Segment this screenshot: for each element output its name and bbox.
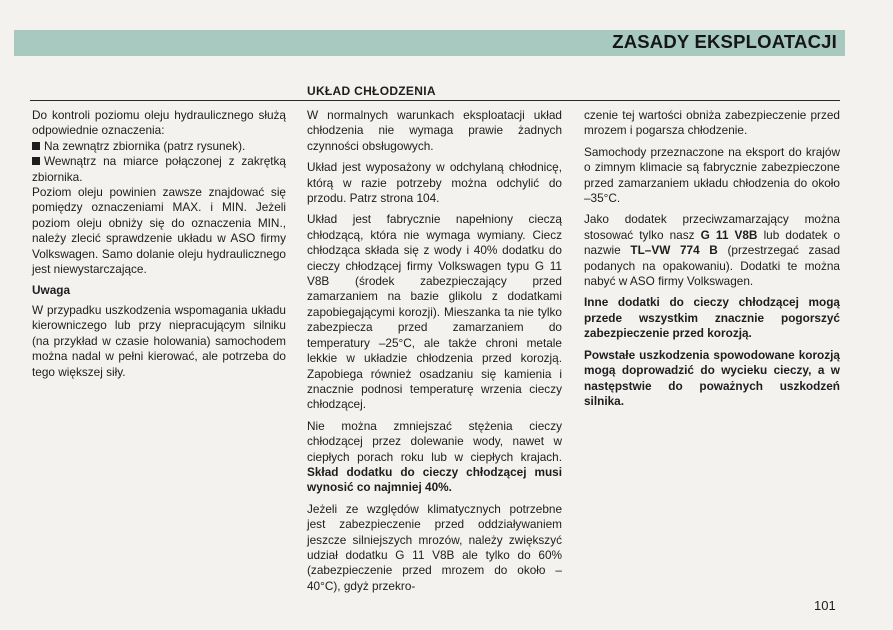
- square-bullet-icon: [32, 142, 40, 150]
- paragraph: W normalnych warunkach eksploatacji układ chłodzenia nie wymaga prawie żadnych czynności obsługowych.: [307, 108, 562, 153]
- paragraph: Samochody przeznaczone na eksport do krajów o zimnym klimacie są fabrycznie zabezpieczone przed zamarzaniem układu chłodzenia do około –35°C.: [584, 144, 840, 206]
- bullet-item: Na zewnątrz zbiornika (patrz rysunek).: [32, 139, 286, 154]
- oil-level-paragraph: Poziom oleju powinien zawsze znajdować się pomiędzy oznaczeniami MAX. i MIN. Jeżeli poziom oleju obniży się do oznaczenia MIN., należy zlecić sprawdzenie układu w ASO firmy Volkswagen. Samo dolanie oleju hydraulicznego jest niewystarczające.: [32, 185, 286, 277]
- section-divider: [30, 100, 840, 101]
- page-number: 101: [814, 598, 836, 613]
- column-left: [32, 108, 286, 386]
- bullet-item: Wewnątrz na miarce połączonej z zakrętką zbiornika.: [32, 154, 286, 184]
- emphasis-paragraph: Powstałe uszkodzenia spowodowane korozją mogą doprowadzić do wycieku cieczy, a w następstwie do poważnych uszkodzeń silnika.: [584, 347, 840, 408]
- column-right: [584, 108, 840, 415]
- emphasis-paragraph: Inne dodatki do cieczy chłodzącej mogą przede wszystkim znacznie pogorszyć zabezpieczenie przed korozją.: [584, 295, 840, 341]
- product-code: TL–VW 774 B: [630, 243, 718, 258]
- paragraph: Nie można zmniejszać stężenia cieczy chłodzącej przez dolewanie wody, nawet w ciepłych porach roku lub w ciepłych krajach. Skład dodatku do cieczy chłodzącej musi wynosić co najmniej 40%.: [307, 418, 562, 495]
- warning-heading: Uwaga: [32, 283, 71, 298]
- chapter-header-bar: [14, 30, 845, 56]
- emphasis-text: Skład dodatku do cieczy chłodzącej musi wynosić co najmniej 40%.: [307, 464, 562, 495]
- paragraph: czenie tej wartości obniża zabezpieczenie przed mrozem i pogarsza chłodzenie.: [584, 108, 840, 138]
- chapter-title: ZASADY EKSPLOATACJI: [612, 31, 837, 52]
- warning-paragraph: W przypadku uszkodzenia wspomagania układu kierowniczego lub przy niepracującym silniku (na przykład w czasie holowania) samochodem można nadal w pełni kierować, ale potrzeba do tego większej siły.: [32, 302, 286, 379]
- square-bullet-icon: [32, 157, 40, 165]
- column-middle: [307, 108, 562, 600]
- paragraph: Układ jest fabrycznie napełniony cieczą chłodzącą, która nie wymaga wymiany. Ciecz chłodząca składa się z wody i 40% dodatku do cieczy chłodzącej firmy Volkswagen typu G 11 V8B (środek zabezpieczający przed zamarzaniem na bazie glikolu z dodatkami zapobiegającymi korozji). Mieszanka ta nie tylko zabezpiecza przed zamarzaniem do temperatury –25°C, ale także chroni metale lekkie w układzie chłodzenia przed korozją. Zapobiega również osadzaniu się kamienia i znacznie podnosi temperaturę wrzenia cieczy chłodzącej.: [307, 212, 562, 412]
- intro-paragraph: Do kontroli poziomu oleju hydraulicznego służą odpowiednie oznaczenia:: [32, 108, 286, 138]
- paragraph: Układ jest wyposażony w odchylaną chłodnicę, którą w razie potrzeby można odchylić do przodu. Patrz strona 104.: [307, 160, 562, 206]
- paragraph: Jeżeli ze względów klimatycznych potrzebne jest zabezpieczenie przed oddziaływaniem jeszcze silniejszych mrozów, należy zwiększyć udział dodatku G 11 V8B ale tylko do 60% (zabezpieczenie przed mrozem do około –40°C), gdyż przekro-: [307, 501, 562, 593]
- product-code: G 11 V8B: [700, 227, 758, 242]
- section-title: UKŁAD CHŁODZENIA: [307, 84, 436, 98]
- paragraph: Jako dodatek przeciwzamarzający można stosować tylko nasz G 11 V8B lub dodatek o nazwie TL–VW 774 B (przestrzegać zasad podanych na opakowaniu). Dodatki te można nabyć w ASO firmy Volkswagen.: [584, 212, 841, 289]
